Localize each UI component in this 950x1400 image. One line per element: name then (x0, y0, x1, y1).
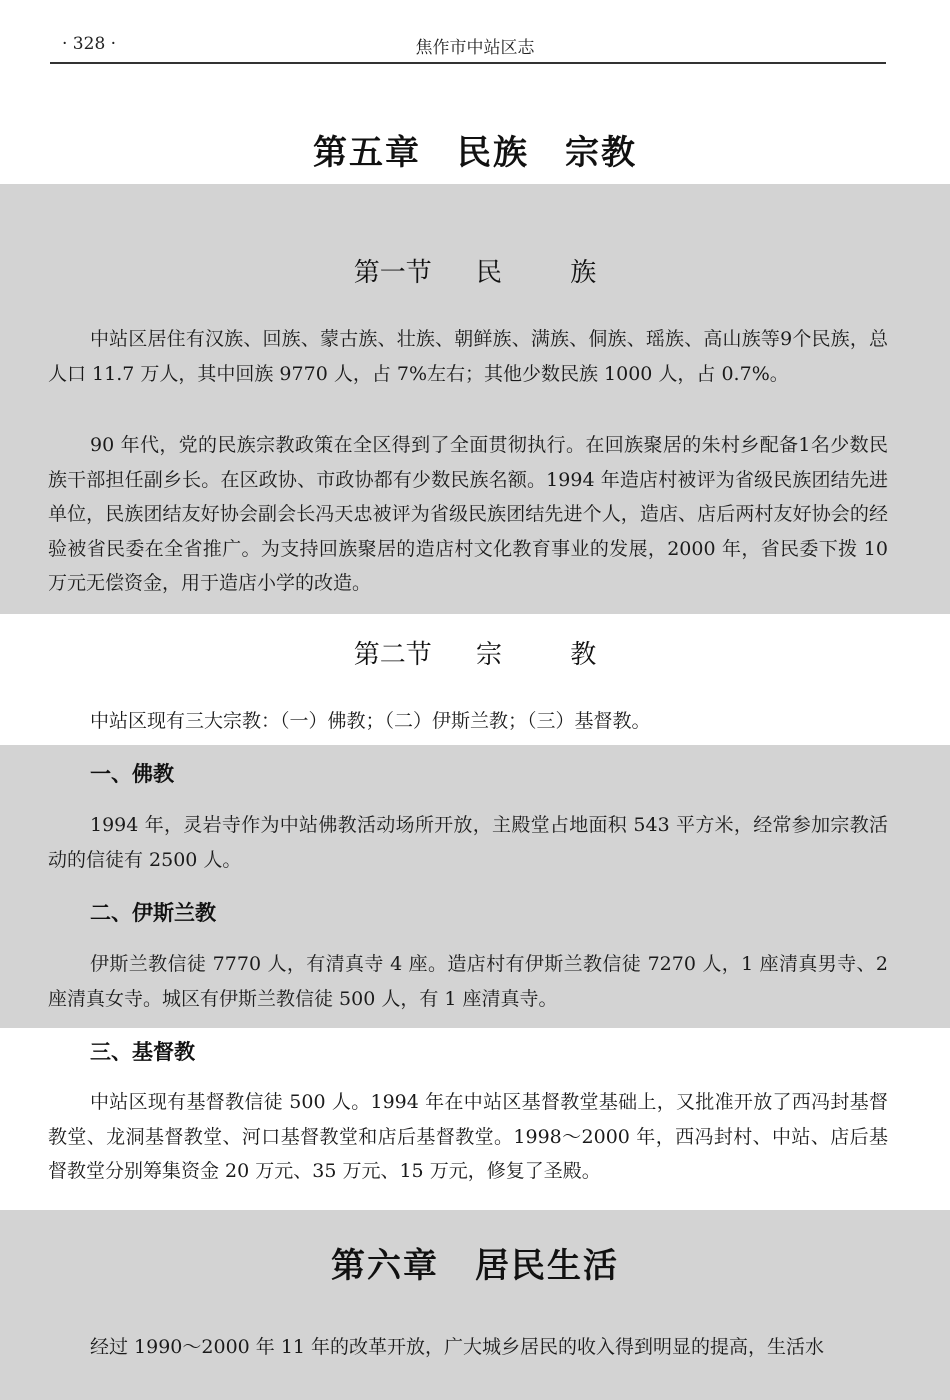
paragraph: 1994 年，灵岩寺作为中站佛教活动场所开放，主殿堂占地面积 543 平方米，经常参加宗教活动的信徒有 2500 人。 (48, 814, 888, 871)
section-title-number: 第二节 (353, 640, 432, 670)
section-title-word1: 宗 (475, 640, 502, 670)
running-header-title: 焦作市中站区志 (415, 38, 535, 58)
section-title (0, 634, 950, 671)
paragraph: 90 年代，党的民族宗教政策在全区得到了全面贯彻执行。在回族聚居的朱村乡配备1名少数民族干部担任副乡长。在区政协、市政协都有少数民族名额。1994 年造店村被评为省级民族团结先进单位，民族团结友好协会副会长冯天忠被评为省级民族团结先进个人，造店、店后两村友好协会的经验被省民委在全省推广。为支持回族聚居的造店村文化教育事业的发展，2000 年，省民委下拨 10 万元无偿资金，用于造店小学的改造。 (48, 434, 888, 594)
chapter-title: 第六章 居民生活 (331, 1246, 619, 1286)
paragraph: 中站区现有基督教信徒 500 人。1994 年在中站区基督教堂基础上，又批准开放了西冯封基督教堂、龙洞基督教堂、河口基督教堂和店后基督教堂。1998～2000 年，西冯封村、中站、店后基督教堂分别筹集资金 20 万元、35 万元、15 万元，修复了圣殿。 (48, 1091, 888, 1182)
paragraph: 中站区现有三大宗教：（一）佛教；（二）伊斯兰教；（三）基督教。 (90, 710, 651, 732)
page-number: · 328 · (62, 34, 117, 54)
section-title-word1: 民 (475, 258, 502, 288)
paragraph: 中站区居住有汉族、回族、蒙古族、壮族、朝鲜族、满族、侗族、瑶族、高山族等9个民族，总人口 11.7 万人，其中回族 9770 人，占 7%左右；其他少数民族 1000 人，占 0.7%。 (48, 328, 888, 385)
paragraph: 经过 1990～2000 年 11 年的改革开放，广大城乡居民的收入得到明显的提高，生活水 (90, 1336, 825, 1358)
section-title (0, 252, 950, 289)
subsection-heading: 一、佛教 (90, 762, 174, 786)
section-title-number: 第一节 (353, 258, 432, 288)
subsection-heading: 二、伊斯兰教 (90, 901, 216, 925)
section-title-word2: 教 (570, 640, 597, 670)
paragraph: 伊斯兰教信徒 7770 人，有清真寺 4 座。造店村有伊斯兰教信徒 7270 人，1 座清真男寺、2 座清真女寺。城区有伊斯兰教信徒 500 人，有 1 座清真寺。 (48, 953, 888, 1010)
subsection-heading: 三、基督教 (90, 1040, 195, 1064)
header-rule (50, 62, 886, 64)
chapter-title: 第五章 民族 宗教 (313, 133, 637, 173)
section-title-word2: 族 (570, 258, 597, 288)
